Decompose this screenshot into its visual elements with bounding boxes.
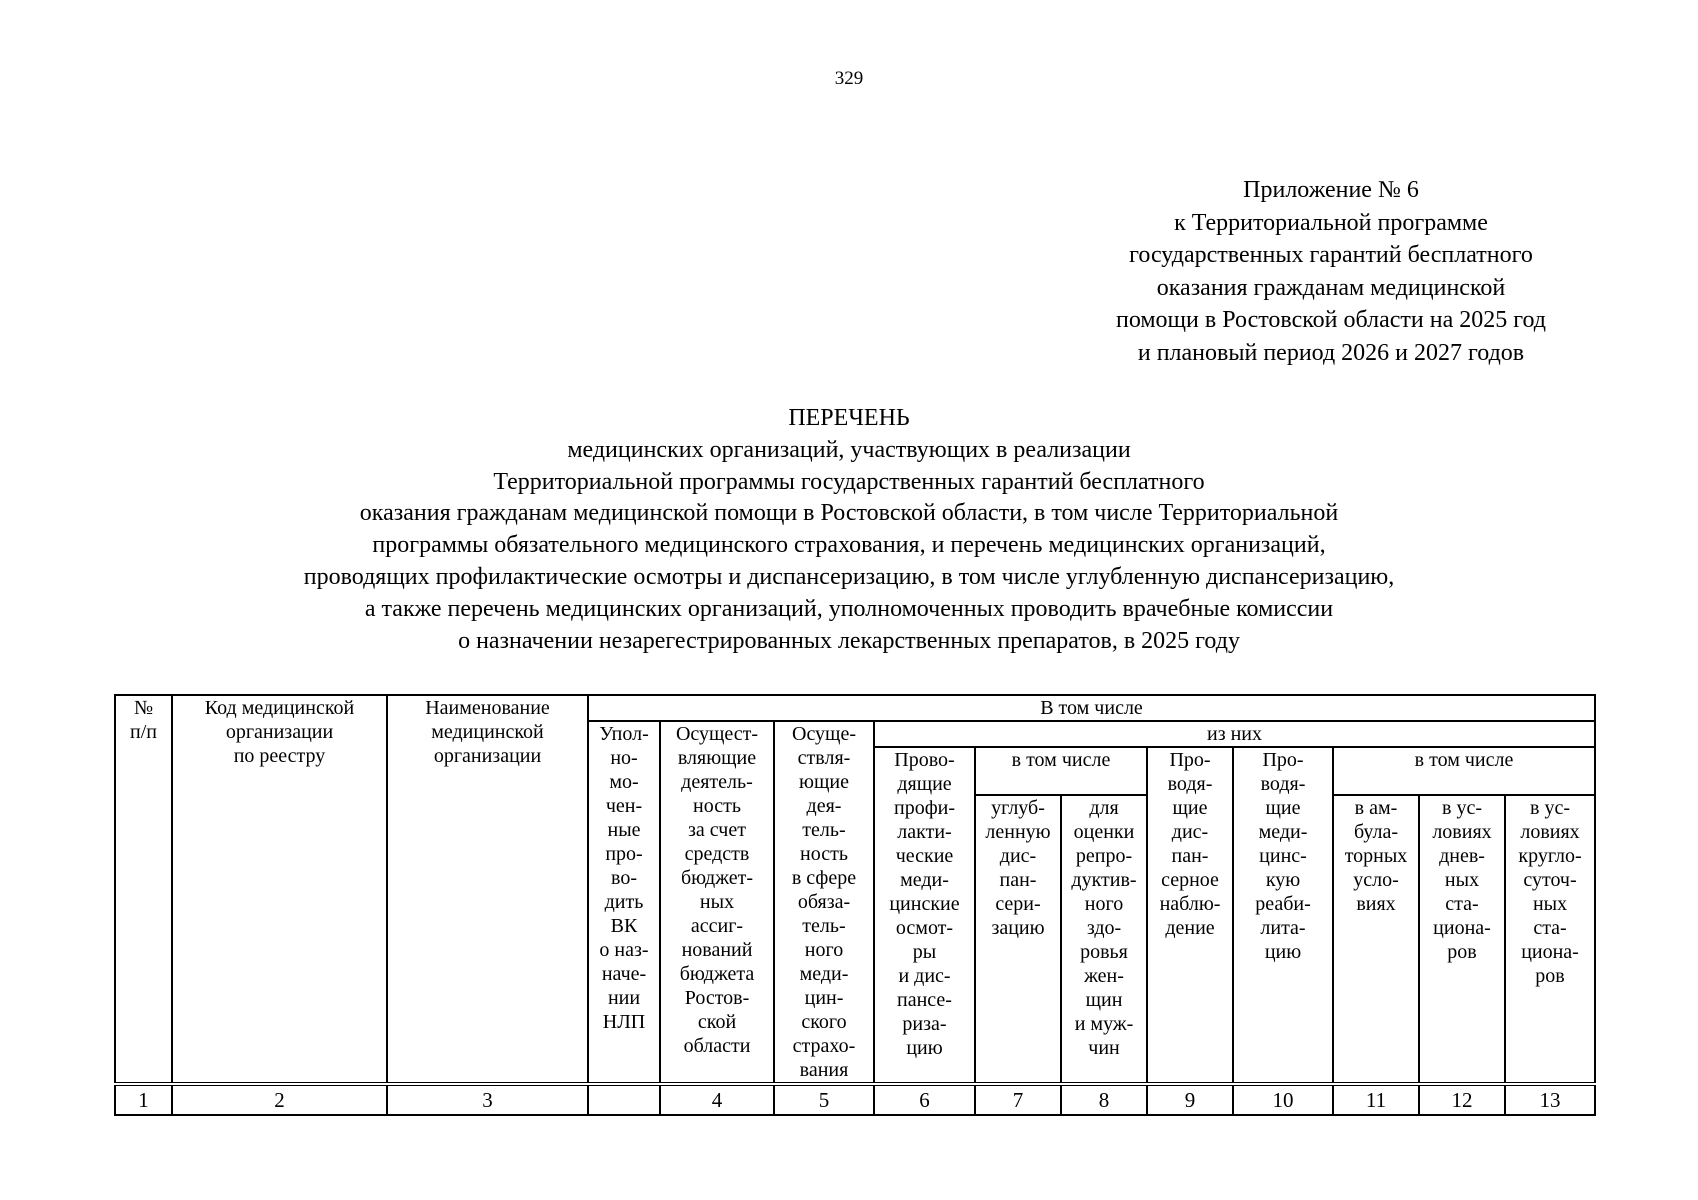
header-col-oms (774, 721, 874, 1084)
header-line: ных (699, 891, 735, 913)
column-number: 3 (387, 1084, 588, 1115)
header-line: водя- (1167, 773, 1213, 795)
title-line: оказания гражданам медицинской помощи в Ростовской области, в том числе Территориальной (359, 500, 1339, 527)
header-line: оценки (1073, 821, 1135, 844)
header-line: торных (1344, 845, 1408, 868)
header-line: дящие (897, 773, 952, 795)
header-line: здо- (1086, 917, 1122, 940)
header-line: ные (607, 819, 641, 841)
header-line: ных (1444, 869, 1480, 892)
header-line: пансе- (897, 989, 952, 1011)
column-number: 6 (874, 1084, 975, 1115)
header-line: ность (800, 843, 848, 865)
header-line: бюджет- (680, 867, 754, 889)
appendix-line: государственных гарантий бесплатного (1129, 242, 1533, 268)
header-line: в ус- (1530, 797, 1570, 820)
column-number (588, 1084, 660, 1115)
header-line: профи- (893, 797, 956, 819)
header-line: щие (1172, 797, 1208, 819)
header-line: ВК (610, 915, 638, 937)
header-line: ского (801, 1011, 847, 1033)
header-line: репро- (1075, 845, 1133, 868)
header-line: и муж- (1074, 1013, 1134, 1036)
header-line: цию (906, 1037, 943, 1059)
header-line: ской (697, 1011, 737, 1033)
header-line: кую (1265, 869, 1301, 891)
column-number: 8 (1061, 1084, 1147, 1115)
header-line: риза- (902, 1013, 947, 1035)
header-line: днев- (1439, 845, 1485, 868)
header-line: ловиях (1520, 821, 1580, 844)
header-line: ного (804, 939, 844, 961)
header-line: нии (607, 987, 641, 1009)
title-line: проводящих профилактические осмотры и диспансеризацию, в том числе углубленную диспансеризацию, (303, 563, 1395, 590)
header-line: и дис- (898, 965, 951, 987)
header-col-reproductive (1061, 795, 1147, 1084)
header-line: пан- (999, 869, 1037, 892)
header-line: ры (912, 941, 937, 963)
header-line: мо- (609, 771, 639, 793)
column-number: 1 (115, 1084, 172, 1115)
header-line: Про- (1262, 749, 1304, 771)
header-line: жен- (1084, 965, 1124, 988)
header-line: ста- (1533, 917, 1567, 940)
header-line: ленную (985, 821, 1051, 844)
header-line: обяза- (797, 891, 851, 913)
header-line: була- (1353, 821, 1399, 844)
header-line: нований (681, 939, 753, 961)
header-line: ность (693, 795, 741, 817)
header-line: ных (1532, 893, 1568, 916)
header-line: чен- (605, 795, 643, 817)
column-number: 5 (774, 1084, 874, 1115)
header-line: лита- (1260, 917, 1306, 939)
column-number: 10 (1233, 1084, 1333, 1115)
header-line: пан- (1171, 845, 1209, 867)
header-line: Осуще- (792, 723, 856, 745)
header-line: вания (799, 1059, 849, 1081)
header-line: НЛП (602, 1011, 646, 1033)
header-line: цин- (804, 987, 844, 1009)
header-line: п/п (130, 721, 157, 743)
header-line: цию (1264, 941, 1302, 963)
header-line: Ростов- (684, 987, 750, 1009)
header-line: по реестру (233, 745, 326, 767)
title-heading: ПЕРЕЧЕНЬ (788, 405, 910, 431)
header-of-them: из них (874, 721, 1595, 747)
header-line: тель- (802, 819, 846, 841)
appendix-caption (1056, 174, 1606, 369)
column-number: 12 (1419, 1084, 1505, 1115)
header-line: № (133, 697, 154, 719)
header-line: дение (1165, 917, 1215, 939)
header-line: серное (1161, 869, 1219, 891)
header-line: кругло- (1518, 845, 1582, 868)
header-line: циона- (1433, 917, 1491, 940)
appendix-line: оказания гражданам медицинской (1156, 274, 1506, 301)
header-line: медицинской (431, 721, 544, 743)
header-line: меди- (900, 869, 949, 891)
header-line: деятель- (681, 771, 753, 793)
header-col-prophylactic (874, 747, 975, 1084)
header-including-conditions: в том числе (1333, 747, 1595, 795)
column-number-row (115, 1084, 1595, 1115)
header-line: Про- (1169, 749, 1211, 771)
header-line: цинс- (1259, 845, 1307, 867)
title-line: программы обязательного медицинского страхования, и перечень медицинских организаций, (372, 532, 1326, 559)
appendix-line: к Территориальной программе (1174, 209, 1488, 236)
header-line: ного (1084, 893, 1124, 916)
title-line: а также перечень медицинских организаций, уполномоченных проводить врачебные комиссии (364, 595, 1334, 622)
header-line: дуктив- (1071, 869, 1137, 892)
column-number: 9 (1147, 1084, 1233, 1115)
title-line: медицинских организаций, участвующих в реализации (567, 436, 1131, 463)
header-line: меди- (1258, 821, 1308, 843)
header-line: дис- (1171, 821, 1209, 843)
header-in-total: В том числе (588, 695, 1595, 721)
header-line: циона- (1521, 941, 1579, 964)
header-line: меди- (799, 963, 849, 985)
title-line: Территориальной программы государственных гарантий бесплатного (493, 468, 1205, 495)
column-number: 11 (1333, 1084, 1419, 1115)
header-col-dispensary-observation (1147, 747, 1233, 1084)
header-line: Осущест- (675, 723, 759, 745)
header-line: средств (684, 843, 750, 865)
header-line: дея- (806, 795, 842, 817)
header-col-budget (660, 721, 774, 1084)
header-line: ста- (1445, 893, 1479, 916)
header-col-round-clock-hospital (1505, 795, 1595, 1084)
appendix-line: и плановый период 2026 и 2027 годов (1137, 339, 1525, 366)
header-line: Упол- (599, 723, 649, 745)
header-line: лакти- (897, 821, 952, 843)
header-line: Прово- (894, 749, 955, 771)
header-line: наблю- (1159, 893, 1221, 915)
header-line: чин (1088, 1037, 1120, 1060)
header-line: усло- (1353, 869, 1399, 892)
header-line: наче- (601, 963, 647, 985)
header-line: о наз- (599, 939, 649, 961)
header-col-day-hospital (1419, 795, 1505, 1084)
column-number: 7 (975, 1084, 1061, 1115)
header-line: дис- (999, 845, 1037, 868)
header-line: вляющие (677, 747, 757, 769)
header-line: суточ- (1523, 869, 1577, 892)
column-number: 4 (660, 1084, 774, 1115)
header-line: страхо- (792, 1035, 856, 1057)
header-line: углуб- (991, 797, 1045, 820)
document-title (0, 403, 1698, 657)
header-line: в сфере (791, 867, 857, 889)
column-number: 13 (1505, 1084, 1595, 1115)
appendix-line: помощи в Ростовской области на 2025 год (1115, 307, 1547, 333)
header-including-dispensary: в том числе (975, 747, 1147, 795)
header-col-number (115, 695, 172, 1084)
header-line: осмот- (895, 917, 954, 939)
header-line: организации (433, 745, 542, 767)
header-line: про- (605, 843, 643, 865)
header-line: тель- (802, 915, 846, 937)
page-number: 329 (834, 68, 864, 89)
header-line: ющие (799, 771, 849, 793)
header-line: ров (1447, 941, 1477, 964)
header-col-rehabilitation (1233, 747, 1333, 1084)
header-line: в ус- (1442, 797, 1482, 820)
header-line: но- (610, 747, 638, 769)
header-line: щие (1265, 797, 1301, 819)
header-line: дить (604, 891, 644, 913)
header-col-code (172, 695, 387, 1084)
appendix-line: Приложение № 6 (1243, 177, 1419, 203)
header-line: области (683, 1035, 751, 1057)
header-line: водя- (1260, 773, 1306, 795)
header-line: для (1089, 797, 1119, 820)
column-number: 2 (172, 1084, 387, 1115)
header-line: сери- (995, 893, 1041, 916)
organizations-table (114, 694, 1596, 1116)
header-line: ствля- (797, 747, 851, 769)
header-line: за счет (688, 819, 746, 841)
header-line: в ам- (1354, 797, 1398, 820)
header-line: Наименование (425, 697, 550, 719)
header-line: ров (1535, 965, 1565, 988)
header-line: ассиг- (690, 915, 744, 937)
header-col-vk (588, 721, 660, 1084)
title-line: о назначении незарегестрированных лекарственных препаратов, в 2025 году (458, 627, 1240, 654)
header-line: реаби- (1255, 893, 1311, 915)
header-line: бюджета (679, 963, 755, 985)
header-line: виях (1356, 893, 1396, 916)
header-line: во- (611, 867, 637, 889)
header-line: ловиях (1432, 821, 1492, 844)
header-col-deep-dispensary (975, 795, 1061, 1084)
header-line: цинские (889, 893, 960, 915)
header-line: ческие (895, 845, 954, 867)
header-line: ровья (1080, 941, 1128, 964)
header-line: щин (1085, 989, 1123, 1012)
header-col-name (387, 695, 588, 1084)
header-line: организации (225, 721, 334, 743)
header-line: зацию (991, 917, 1045, 940)
header-col-ambulatory (1333, 795, 1419, 1084)
header-line: Код медицинской (204, 697, 355, 719)
